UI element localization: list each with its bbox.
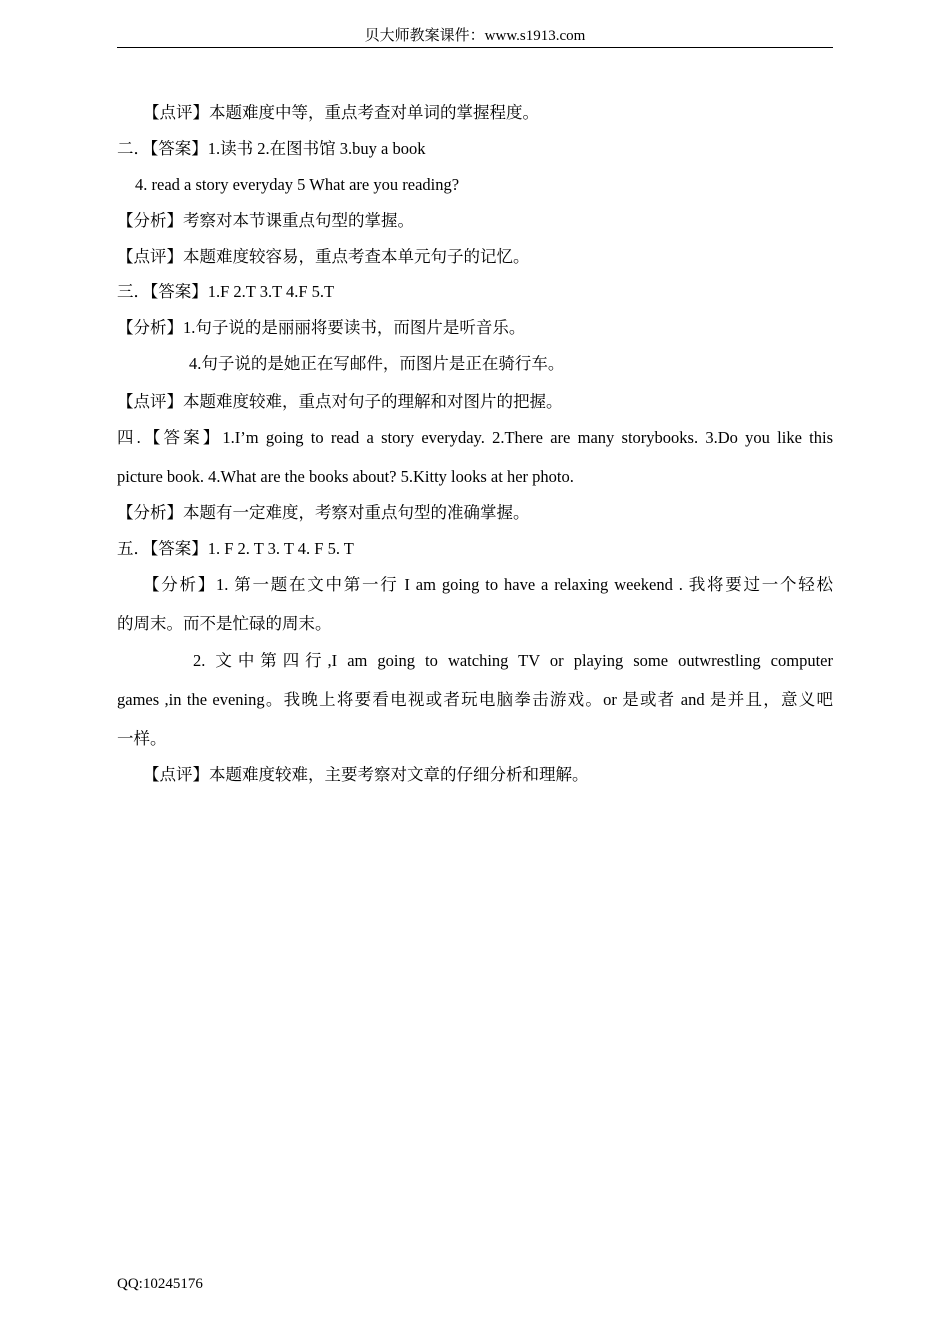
text-line: 的周末。而不是忙碌的周末。: [117, 614, 332, 633]
text-line: 【分析】1. 第一题在文中第一行 I am going to have a relaxing weekend . 我将要过一个轻松: [143, 575, 833, 594]
text-line: 【点评】本题难度较难，重点对句子的理解和对图片的把握。: [117, 392, 563, 411]
page-footer: QQ:10245176: [117, 1276, 203, 1292]
text-line: 四.【答案】1.I’m going to read a story everyday. 2.There are many storybooks. 3.Do you like this: [117, 428, 833, 447]
text-line: picture book. 4.What are the books about? 5.Kitty looks at her photo.: [117, 467, 574, 486]
text-line: 【分析】考察对本节课重点句型的掌握。: [117, 211, 414, 230]
text-line: games ,in the evening。我晚上将要看电视或者玩电脑拳击游戏。or 是或者 and 是并且，意义吧: [117, 690, 833, 709]
text-line: 【点评】本题难度较难，主要考察对文章的仔细分析和理解。: [143, 765, 589, 784]
text-line: 4. read a story everyday 5 What are you reading?: [135, 175, 460, 194]
page-header: 贝大师教案课件：www.s1913.com: [117, 26, 833, 48]
text-line: 【分析】1.句子说的是丽丽将要读书，而图片是听音乐。: [117, 318, 526, 337]
text-line: 五．【答案】1. F 2. T 3. T 4. F 5. T: [117, 539, 354, 558]
text-line: 4.句子说的是她正在写邮件，而图片是正在骑行车。: [189, 354, 565, 373]
text-line: 一样。: [117, 729, 167, 748]
text-line: 【点评】本题难度中等，重点考查对单词的掌握程度。: [143, 103, 539, 122]
text-line: 二．【答案】1.读书 2.在图书馆 3.buy a book: [117, 139, 426, 158]
text-line: 2. 文中第四行,I am going to watching TV or playing some outwrestling computer: [193, 651, 833, 670]
text-line: 三．【答案】1.F 2.T 3.T 4.F 5.T: [117, 282, 335, 301]
text-line: 【分析】本题有一定难度，考察对重点句型的准确掌握。: [117, 503, 530, 522]
text-line: 【点评】本题难度较容易，重点考查本单元句子的记忆。: [117, 247, 530, 266]
